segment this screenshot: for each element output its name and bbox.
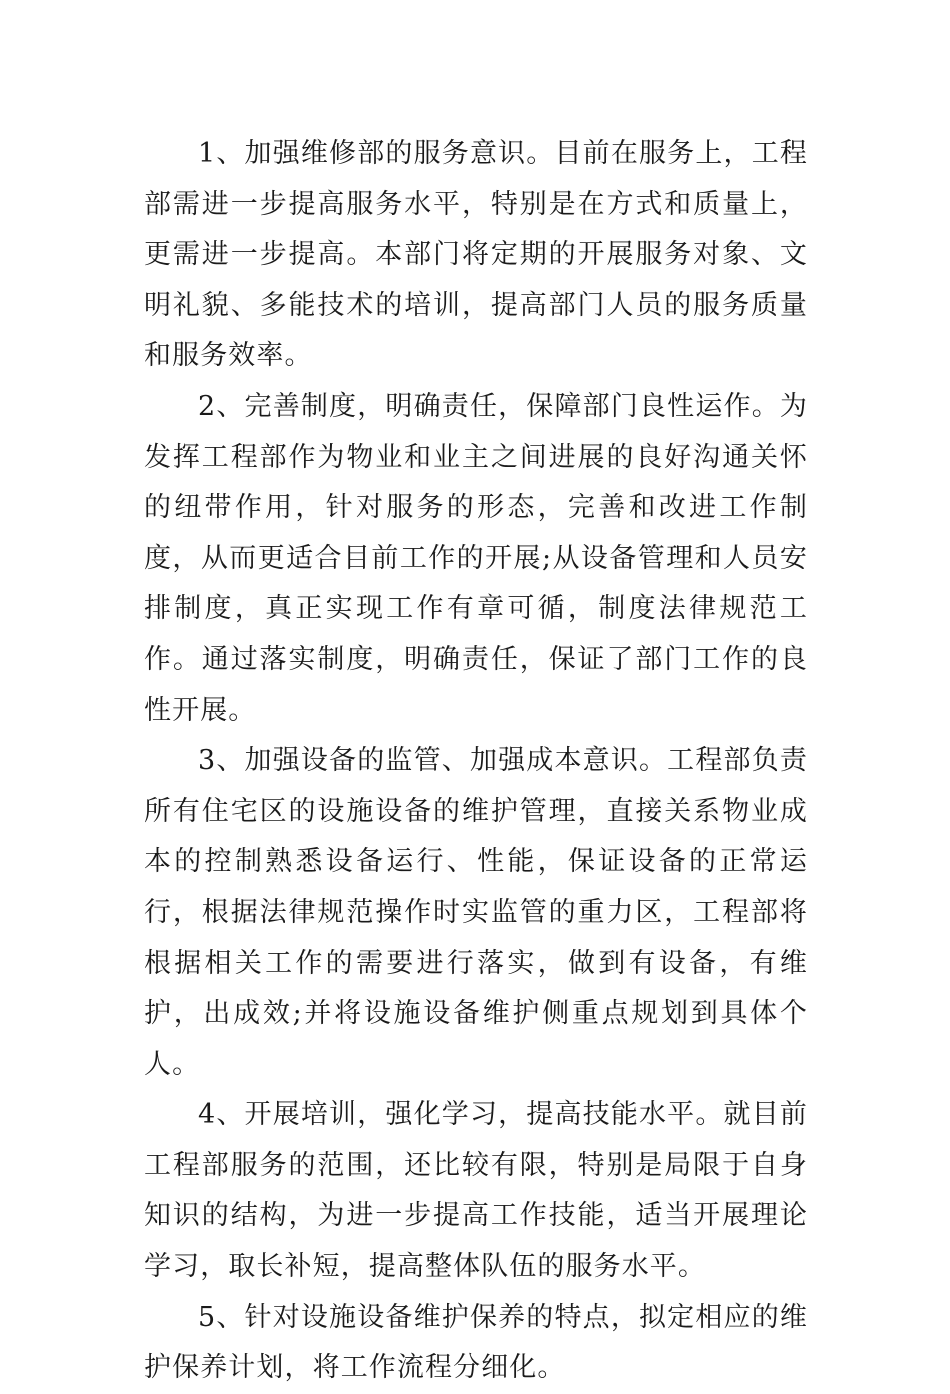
paragraph-4: 4、开展培训，强化学习，提高技能水平。就目前工程部服务的范围，还比较有限，特别是局限于自身知识的结构，为进一步提高工作技能，适当开展理论学习，取长补短，提高整体队伍的服务水平。 xyxy=(144,1099,808,1283)
paragraph-2: 2、完善制度，明确责任，保障部门良性运作。为发挥工程部作为物业和业主之间进展的良好沟通关怀的纽带作用，针对服务的形态，完善和改进工作制度，从而更适合目前工作的开展;从设备管理和人员安排制度，真正实现工作有章可循，制度法律规范工作。通过落实制度，明确责任，保证了部门工作的良性开展。 xyxy=(144,390,808,726)
paragraph-1: 1、加强维修部的服务意识。目前在服务上，工程部需进一步提高服务水平，特别是在方式和质量上，更需进一步提高。本部门将定期的开展服务对象、文明礼貌、多能技术的培训，提高部门人员的服务质量和服务效率。 xyxy=(144,138,808,372)
paragraph-5: 5、针对设施设备维护保养的特点，拟定相应的维护保养计划，将工作流程分细化。 xyxy=(144,1301,808,1384)
document-body xyxy=(144,129,808,1394)
paragraph-3: 3、加强设备的监管、加强成本意识。工程部负责所有住宅区的设施设备的维护管理，直接关系物业成本的控制熟悉设备运行、性能，保证设备的正常运行，根据法律规范操作时实监管的重力区，工程部将根据相关工作的需要进行落实，做到有设备，有维护，出成效;并将设施设备维护侧重点规划到具体个人。 xyxy=(144,745,808,1080)
